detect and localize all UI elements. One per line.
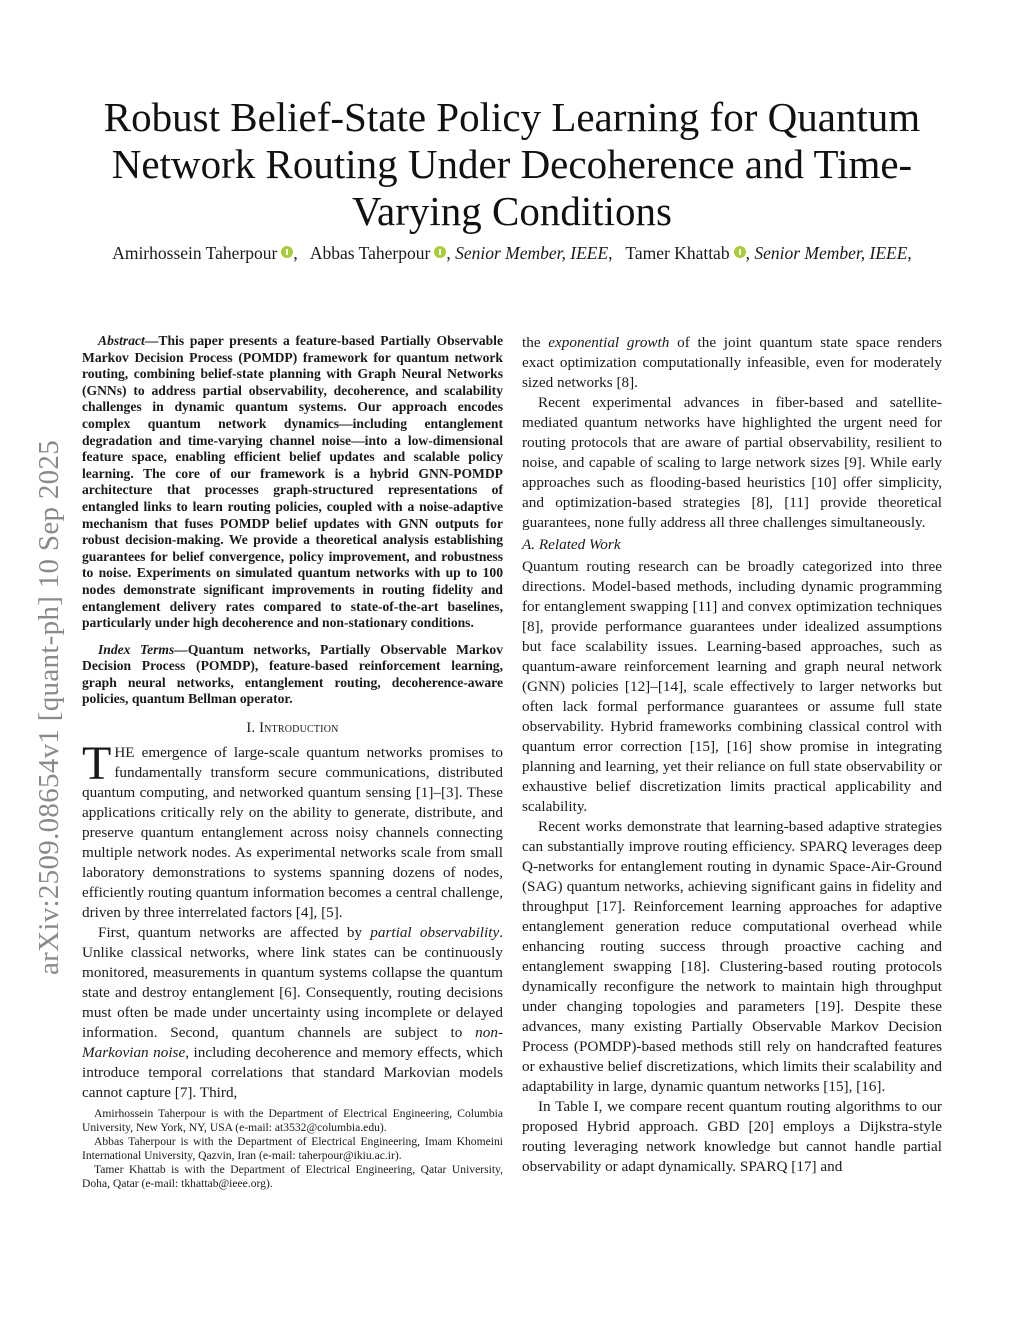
subsection-heading: A. Related Work bbox=[522, 536, 621, 553]
section-title: Introduction bbox=[259, 720, 339, 737]
abstract bbox=[82, 333, 503, 632]
text-run: . Unlike classical networks, where link states can be continuously monitored, measurements in quantum systems collapse the quantum state and destroy entanglement [6]. Consequently, routing decisions must often be made under uncertainty using incomplete or delayed information. Second, quantum channels are subject to bbox=[82, 924, 503, 1042]
intro-paragraph-2 bbox=[82, 923, 503, 1103]
left-column bbox=[82, 333, 503, 1191]
continued-paragraph bbox=[522, 333, 942, 393]
section-heading bbox=[82, 720, 503, 737]
footnote: Amirhossein Taherpour is with the Department of Electrical Engineering, Columbia University, New York, NY, USA (e-mail: at3532@columbia.edu). bbox=[82, 1107, 503, 1135]
footnotes bbox=[82, 1107, 503, 1191]
body-paragraph: Recent works demonstrate that learning-based adaptive strategies can substantially improve routing efficiency. SPARQ leverages deep Q-networks for entanglement routing in dynamic Space-Air-Ground (SAG) quantum networks, achieving significant gains in fidelity and throughput [17]. Reinforcement learning approaches for adaptive entanglement generation reduce computational overhead while enhancing routing success through proactive caching and entanglement swapping [18]. Clustering-based routing protocols dynamically reconfigure the network to maintain high throughput under changing topologies and parameters [19]. Despite these advances, many existing Partially Observable Markov Decision Process (POMDP)-based methods still rely on handcrafted features or exhaustive belief discretizations, which limits their scalability and adaptability in large, dynamic quantum networks [15], [16]. bbox=[522, 818, 942, 1095]
body-paragraph: Quantum routing research can be broadly categorized into three directions. Model-based methods, including dynamic programming for entanglement swapping [11] and convex optimization techniques [8], provide performance guarantees under idealized assumptions but face scalability issues. Learning-based approaches, such as quantum-aware reinforcement learning and graph neural network (GNN) policies [12]–[14], scale effectively to larger networks but often lack formal performance guarantees or assume full state observability. Hybrid frameworks combining classical control with quantum error correction [15], [16] show promise in integrating planning and learning, yet their reliance on full state observability or exhaustive belief discretization limits practical applicability and scalability. bbox=[522, 558, 942, 815]
text-run: , including decoherence and memory effects, which introduce temporal correlations that standard Markovian models cannot capture [7]. Third, bbox=[82, 1044, 503, 1102]
footnote: Abbas Taherpour is with the Department of Electrical Engineering, Imam Khomeini International University, Qazvin, Iran (e-mail: taherpour@ikiu.ac.ir). bbox=[82, 1135, 503, 1163]
orcid-icon[interactable] bbox=[734, 246, 746, 258]
index-terms-text: Quantum networks, Partially Observable Markov Decision Process (POMDP), feature-based reinforcement learning, graph neural networks, entanglement routing, decoherence-aware policies, quantum Bellman operator. bbox=[82, 641, 503, 707]
text-run: the bbox=[522, 334, 549, 351]
author-role: Senior Member, IEEE bbox=[455, 243, 609, 263]
abstract-label: Abstract— bbox=[98, 333, 159, 348]
index-terms-label: Index Terms— bbox=[98, 641, 188, 657]
body-paragraph: Recent experimental advances in fiber-based and satellite-mediated quantum networks have highlighted the urgent need for routing protocols that are aware of partial observability, resilient to noise, and capable of scaling to large network sizes [9]. While early approaches such as flooding-based heuristics [10] offer simplicity, and optimization-based strategies [8], [11] provide theoretical guarantees, none fully address all three challenges simultaneously. bbox=[522, 394, 942, 531]
emphasis: non-Markovian noise bbox=[82, 1024, 503, 1062]
orcid-icon[interactable] bbox=[281, 246, 293, 258]
author-role: Senior Member, IEEE bbox=[754, 243, 908, 263]
arxiv-identifier: arXiv:2509.08654v1 [quant-ph] 10 Sep 2025 bbox=[33, 439, 65, 975]
abstract-text: This paper presents a feature-based Partially Observable Markov Decision Process (POMDP) framework for quantum network routing, combining belief-state planning with Graph Neural Networks (GNNs) to address partial observability, decoherence, and scalability challenges in dynamic quantum systems. Our approach encodes complex quantum network dynamics—including entanglement degradation and time-varying channel noise—into a low-dimensional feature space, enabling efficient belief updates and scalable policy learning. The core of our framework is a hybrid GNN-POMDP architecture that processes graph-structured representations of entangled links to learn routing policies, coupled with a noise-adaptive mechanism that fuses POMDP belief updates with GNN outputs for robust decision-making. We provide a theoretical analysis establishing guarantees for belief convergence, policy improvement, and robustness to noise. Experiments on simulated quantum networks with up to 100 nodes demonstrate significant improvements in routing fidelity and entanglement delivery rates compared to state-of-the-art baselines, particularly under high decoherence and non-stationary conditions. bbox=[82, 333, 503, 631]
text-run: of the joint quantum state space renders exact optimization computationally infeasible, even for moderately sized networks [8]. bbox=[522, 334, 942, 391]
author-line: Amirhossein Taherpour , Abbas Taherpour , Senior Member, IEEE, Tamer Khattab , Senior Member, IEEE, bbox=[112, 243, 912, 263]
emphasis: exponential growth bbox=[548, 334, 670, 351]
orcid-icon[interactable] bbox=[434, 246, 446, 258]
right-column bbox=[522, 333, 942, 1177]
index-terms bbox=[82, 642, 503, 708]
author-name: Tamer Khattab bbox=[625, 243, 730, 263]
footnote: Tamer Khattab is with the Department of Electrical Engineering, Qatar University, Doha, Qatar (e-mail: tkhattab@ieee.org). bbox=[82, 1163, 503, 1191]
body-paragraph: In Table I, we compare recent quantum routing algorithms to our proposed Hybrid approach. GBD [20] employs a Dijkstra-style routing leveraging network knowledge but cannot handle partial observability or adapt dynamically. SPARQ [17] and bbox=[522, 1098, 942, 1175]
author-name: Amirhossein Taherpour bbox=[112, 243, 278, 263]
paper-title: Robust Belief-State Policy Learning for Quantum Network Routing Under Decoherence and Time-Varying Conditions bbox=[103, 94, 921, 234]
author-name: Abbas Taherpour bbox=[309, 243, 431, 263]
section-number: I. bbox=[246, 720, 256, 737]
intro-paragraph: THE emergence of large-scale quantum networks promises to fundamentally transform secure communications, distributed quantum computing, and networked quantum sensing [1]–[3]. These applications critically rely on the ability to generate, distribute, and preserve quantum entanglement across noisy channels connecting multiple network nodes. As experimental networks scale from small laboratory demonstrations to systems spanning dozens of nodes, efficiently routing quantum information becomes a central challenge, driven by three interrelated factors [4], [5]. bbox=[82, 737, 503, 922]
text-run: First, quantum networks are affected by bbox=[98, 924, 371, 942]
emphasis: partial observability bbox=[370, 924, 500, 942]
